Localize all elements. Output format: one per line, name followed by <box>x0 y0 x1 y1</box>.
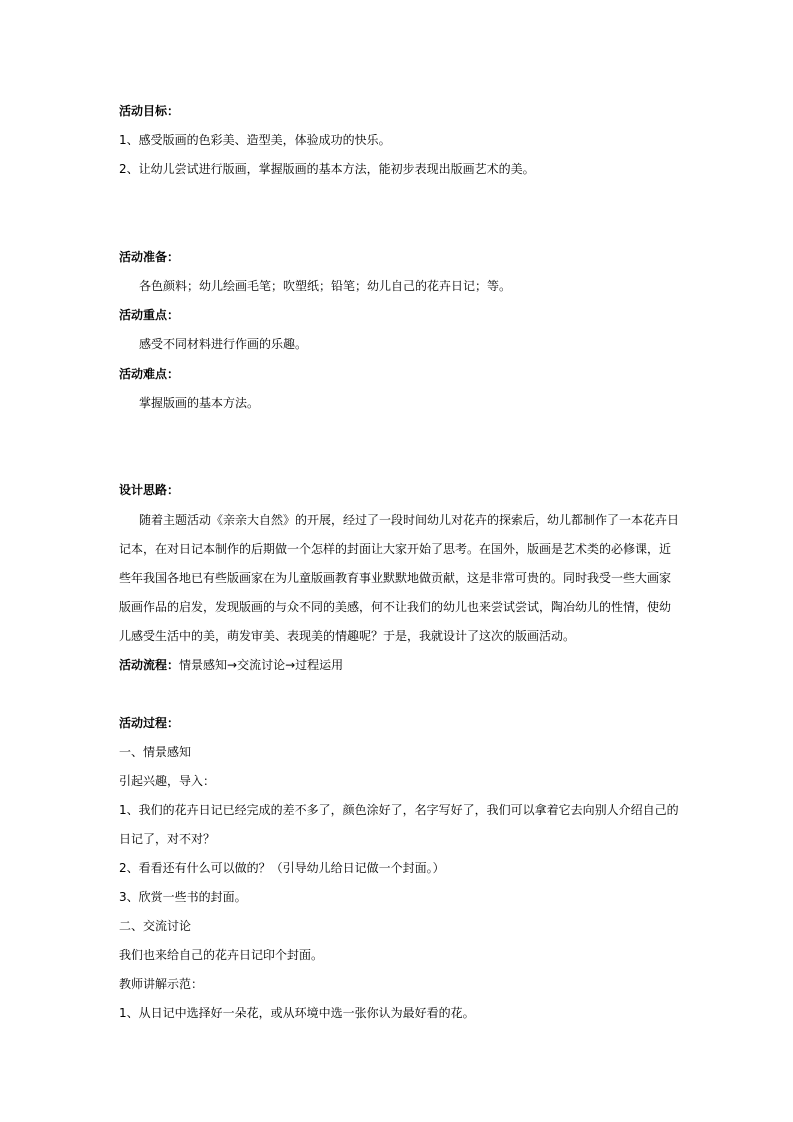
process-section-1: 一、情景感知 <box>119 745 192 759</box>
process-line-3: 3、欣赏一些书的封面。 <box>119 890 247 904</box>
flow-text: 情景感知→交流讨论→过程运用 <box>179 658 344 672</box>
flow-label: 活动流程： <box>119 658 180 672</box>
goal-item-2: 2、让幼儿尝试进行版画，掌握版画的基本方法，能初步表现出版画艺术的美。 <box>119 162 535 176</box>
design-line-2: 记本，在对日记本制作的后期做一个怎样的封面让大家开始了思考。在国外，版画是艺术类的必修课，近 <box>119 542 672 556</box>
flow-line <box>119 657 343 673</box>
process-line-intro: 引起兴趣，导入： <box>119 774 216 788</box>
process-line-5: 教师讲解示范： <box>119 977 204 991</box>
process-line-6: 1、从日记中选择好一朵花，或从环境中选一张你认为最好看的花。 <box>119 1006 475 1020</box>
goals-heading: 活动目标： <box>119 104 180 118</box>
process-heading: 活动过程： <box>119 716 180 730</box>
difficulty-text: 掌握版画的基本方法。 <box>139 396 260 410</box>
difficulty-heading: 活动难点： <box>119 367 180 381</box>
design-line-1: 随着主题活动《亲亲大自然》的开展，经过了一段时间幼儿对花卉的探索后，幼儿都制作了一本花卉日 <box>139 513 680 527</box>
preparation-text: 各色颜料；幼儿绘画毛笔；吹塑纸；铅笔；幼儿自己的花卉日记；等。 <box>139 279 512 293</box>
design-line-3: 些年我国各地已有些版画家在为儿童版画教育事业默默地做贡献，这是非常可贵的。同时我受一些大画家 <box>119 571 672 585</box>
process-line-1a: 1、我们的花卉日记已经完成的差不多了，颜色涂好了，名字写好了，我们可以拿着它去向别人介绍自己的 <box>119 803 679 817</box>
key-point-heading: 活动重点： <box>119 308 180 322</box>
design-line-4: 版画作品的启发，发现版画的与众不同的美感，何不让我们的幼儿也来尝试尝试，陶冶幼儿的性情，使幼 <box>119 600 672 614</box>
goal-item-1: 1、感受版画的色彩美、造型美，体验成功的快乐。 <box>119 133 391 147</box>
process-line-2: 2、看看还有什么可以做的？（引导幼儿给日记做一个封面。） <box>119 861 445 875</box>
process-section-2: 二、交流讨论 <box>119 919 192 933</box>
design-heading: 设计思路： <box>119 483 180 497</box>
process-line-4: 我们也来给自己的花卉日记印个封面。 <box>119 948 324 962</box>
process-line-1b: 日记了，对不对？ <box>119 832 216 846</box>
key-point-text: 感受不同材料进行作画的乐趣。 <box>139 337 308 351</box>
design-line-5: 儿感受生活中的美，萌发审美、表现美的情趣呢？于是，我就设计了这次的版画活动。 <box>119 629 576 643</box>
preparation-heading: 活动准备： <box>119 250 180 264</box>
